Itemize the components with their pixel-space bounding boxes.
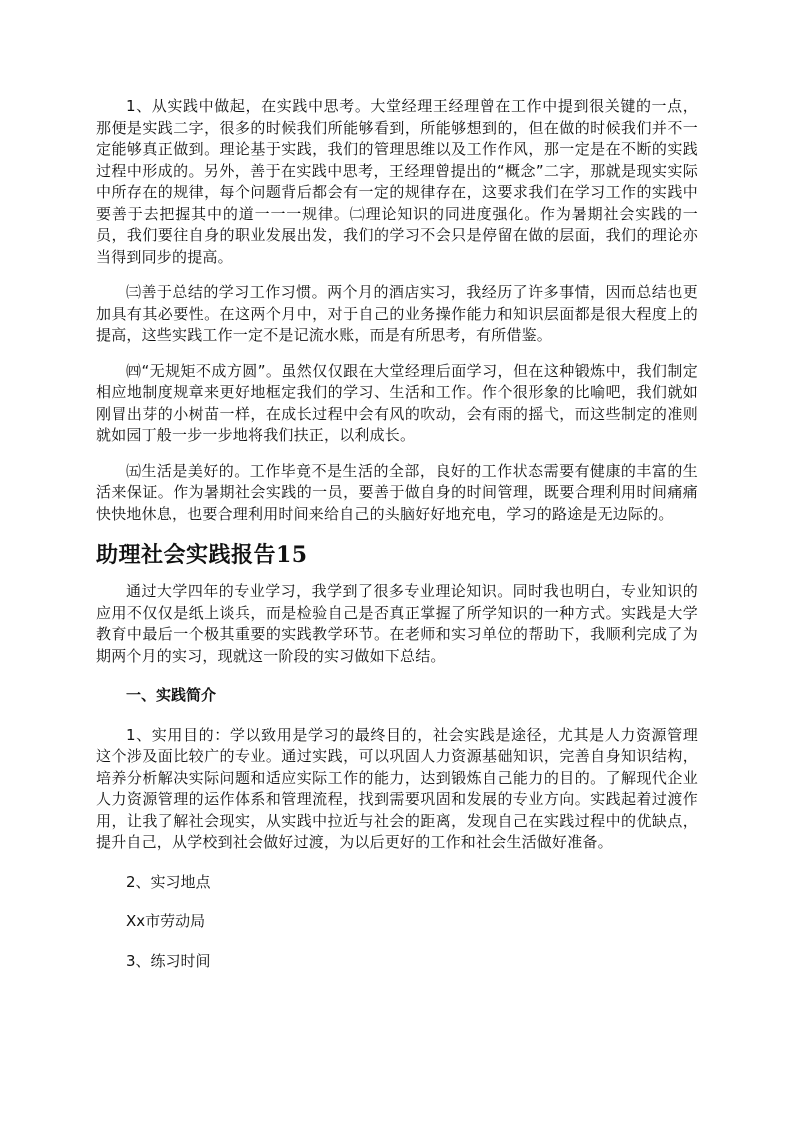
location-value: Xx市劳动局 [126, 912, 206, 930]
paragraph-intro: 通过大学四年的专业学习，我学到了很多专业理论知识。同时我也明白，专业知识的应用不仅仅是纸上谈兵，而是检验自己是否真正掌握了所学知识的一种方式。实践是大学教育中最后一个极其重要的实践教学环节。在老师和实习单位的帮助下，我顺利完成了为期两个月的实习，现就这一阶段的实习做如下总结。 [96, 582, 698, 665]
section-title: 助理社会实践报告15 [96, 542, 308, 568]
paragraph-practice-thinking: 1、从实践中做起，在实践中思考。大堂经理王经理曾在工作中提到很关键的一点，那便是实践二字，很多的时候我们所能够看到，所能够想到的，但在做的时候我们并不一定能够真正做到。理论基于实践，我们的管理思维以及工作作风，那一定是在不断的实践过程中形成的。另外，善于在实践中思考，王经理曾提出的“概念”二字，那就是现实实际中所存在的规律，每个问题背后都会有一定的规律存在，这要求我们在学习工作的实践中要善于去把握其中的道一一一规律。㈡理论知识的同进度强化。作为暑期社会实践的一员，我们要往自身的职业发展出发，我们的学习不会只是停留在做的层面，我们的理论亦当得到同步的提高。 [96, 97, 698, 266]
paragraph-summary-habit: ㈢善于总结的学习工作习惯。两个月的酒店实习，我经历了许多事情，因而总结也更加具有其必要性。在这两个月中，对于自己的业务操作能力和知识层面都是很大程度上的提高，这些实践工作一定不是记流水账，而是有所思考，有所借鉴。 [96, 283, 698, 344]
paragraph-life: ㈤生活是美好的。工作毕竟不是生活的全部，良好的工作状态需要有健康的丰富的生活来保证。作为暑期社会实践的一员，要善于做自身的时间管理，既要合理利用时间痛痛快快地休息，也要合理利用时间来给自己的头脑好好地充电，学习的路途是无边际的。 [96, 461, 698, 523]
paragraph-purpose: 1、实用目的：学以致用是学习的最终目的，社会实践是途径，尤其是人力资源管理这个涉及面比较广的专业。通过实践，可以巩固人力资源基础知识，完善自身知识结构，培养分析解决实际问题和适应实际工作的能力，达到锻炼自己能力的目的。了解现代企业人力资源管理的运作体系和管理流程，找到需要巩固和发展的专业方向。实践起着过渡作用，让我了解社会现实，从实践中拉近与社会的距离，发现自己在实践过程中的优缺点，提升自己，从学校到社会做好过渡，为以后更好的工作和社会生活做好准备。 [96, 725, 698, 851]
subheading-practice-intro: 一、实践简介 [126, 686, 217, 704]
location-label: 2、实习地点 [126, 872, 211, 891]
paragraph-rules: ㈣“无规矩不成方圆”。虽然仅仅跟在大堂经理后面学习，但在这种锻炼中，我们制定相应地制度规章来更好地框定我们的学习、生活和工作。作个很形象的比喻吧，我们就如刚冒出芽的小树苗一样，在成长过程中会有风的吹动，会有雨的摇弋，而这些制定的准则就如园丁般一步一步地将我们扶正，以利成长。 [96, 361, 698, 444]
time-label: 3、练习时间 [126, 951, 211, 970]
